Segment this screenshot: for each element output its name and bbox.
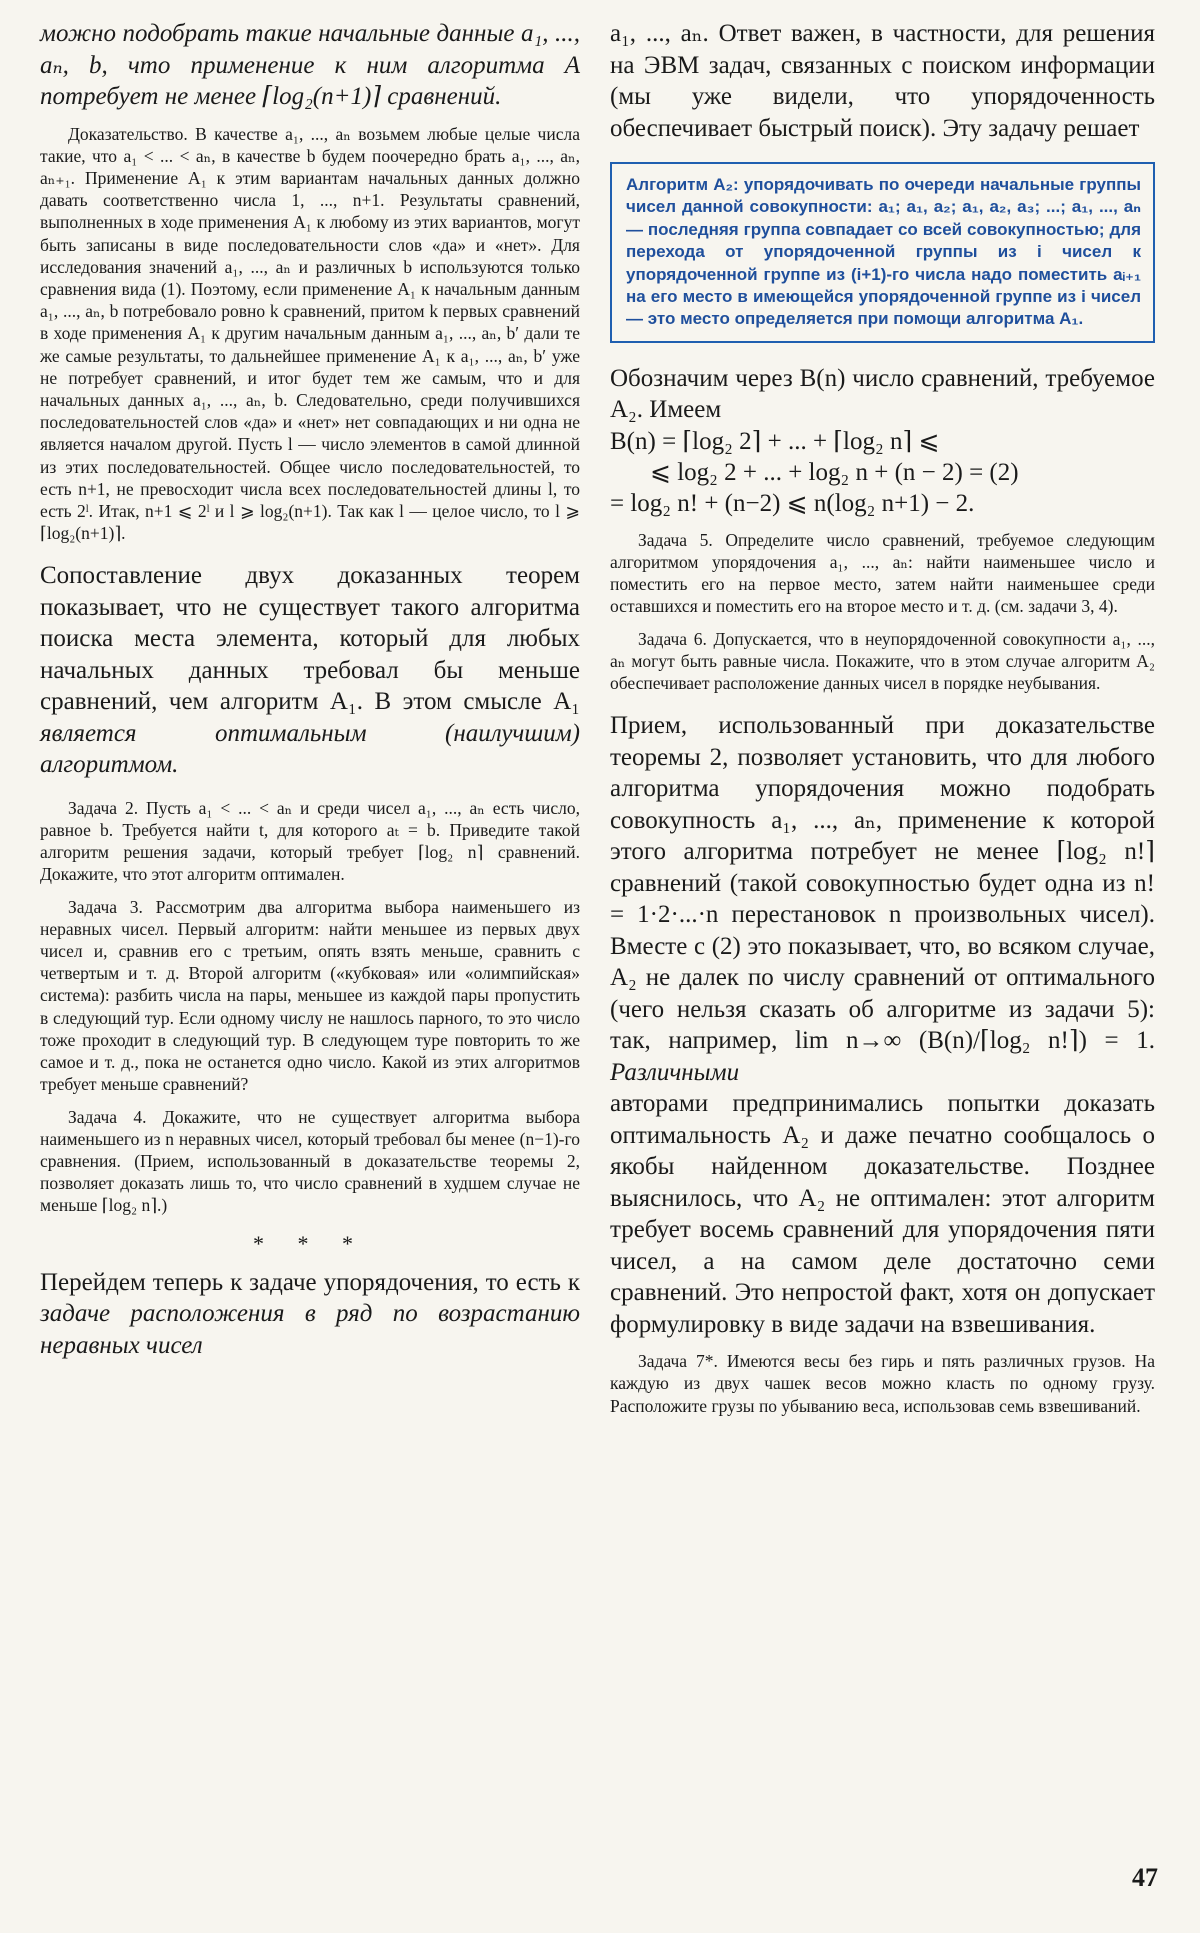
optimality-paragraph: авторами предпринимались попытки доказать оптимальность A₂ и даже печатно сообщалось о якобы найденном доказательстве. Позднее выяснилось, что A₂ не оптимален: этот алгоритм требует восемь сравнений для упорядочения пяти чисел, а на самом деле достаточно семи сравнений. Это непростой факт, хотя он допускает формулировку в виде задачи на взвешивания. [610,1090,1155,1338]
sorting-intro-italic: задаче расположения в ряд по возрастанию неравных чисел [40,1300,580,1359]
task-6: Задача 6. Допускается, что в неупорядоченной совокупности a₁, ..., aₙ могут быть равные числа. Покажите, что в этом случае алгоритм A₂ обеспечивает расположение данных чисел в порядке неубывания. [610,628,1155,694]
comparison-italic: является оптимальным (наилучшим) алгоритмом. [40,719,580,779]
formula-block [610,426,1155,519]
theorem-end: можно подобрать такие начальные данные a₁, ..., aₙ, b, что применение к ним алгоритма A потребует не менее ⌈log₂(n+1)⌉ сравнений. [40,20,580,110]
comparison-paragraph [40,560,580,781]
task-5: Задача 5. Определите число сравнений, требуемое следующим алгоритмом упорядочения a₁, ..., aₙ: найти наименьшее число и поместить его на первое место, затем найти наименьшее среди оставшихся и поместить его на второе место и т. д. (см. задачи 3, 4). [610,529,1155,617]
lower-bound-text: Прием, использованный при доказательстве теоремы 2, позволяет установить, что для любого алгоритма упорядочения можно подобрать совокупность a₁, ..., aₙ, применение к которой этого алгоритма потребует не менее ⌈log₂ n!⌉ сравнений (такой совокупностью будет одна из n! = 1·2·...·n перестановок n произвольных чисел). Вместе с (2) это показывает, что, во всяком случае, A₂ не далек по числу сравнений от оптимального (чего нельзя сказать об алгоритме из задачи 5): так, например, lim n→∞ (B(n)/⌈log₂ n!⌉) = 1. [610,712,1155,1055]
section-divider: * * * [253,1230,367,1256]
formula-line-1: B(n) = ⌈log₂ 2⌉ + ... + ⌈log₂ n⌉ ⩽ [610,427,940,455]
formula-line-3: = log₂ n! + (n−2) ⩽ n(log₂ n+1) − 2. [610,489,975,517]
task-2: Задача 2. Пусть a₁ < ... < aₙ и среди чисел a₁, ..., aₙ есть число, равное b. Требуется найти t, для которого aₜ = b. Приведите такой алгоритм решения задачи, который требует ⌈log₂ n⌉ сравнений. Докажите, что этот алгоритм оптимален. [40,797,580,885]
lower-bound-paragraph [610,710,1155,1088]
formula-line-2: ⩽ log₂ 2 + ... + log₂ n + (n − 2) = (2) [650,458,1019,486]
algorithm-a2-box: Алгоритм A₂: упорядочивать по очереди начальные группы чисел данной совокупности: a₁; a₁, a₂; a₁, a₂, a₃; ...; a₁, ..., aₙ — последняя группа совпадает со всей совокупностью; для перехода от упорядоченной группы из i чисел к упорядоченной группе из (i+1)-го числа надо поместить aᵢ₊₁ на его место в имеющейся упорядоченной группе из i чисел — это место определяется при помощи алгоритма A₁. [610,162,1155,343]
b-of-n-intro: Обозначим через B(n) число сравнений, требуемое A₂. Имеем [610,364,1155,424]
task-3: Задача 3. Рассмотрим два алгоритма выбора наименьшего из неравных чисел. Первый алгоритм: найти меньшее из первых двух чисел и, сравнив его с третьим, опять взять меньше, сравнить с четвертым и т. д. Второй алгоритм («кубковая» или «олимпийская» система): разбить числа на пары, меньшее из каждой пары пропустить в следующий тур. Если одному числу не нашлось парного, то это число тоже проходит в следующий тур. В следующем туре повторить то же самое и т. д., пока не останется одно число. Какой из этих алгоритмов требует меньше сравнений? [40,896,580,1095]
sorting-intro [40,1267,580,1362]
sorting-continuation: a₁, ..., aₙ. Ответ важен, в частности, для решения на ЭВМ задач, связанных с поиском информации (мы уже видели, что упорядоченность обеспечивает быстрый поиск). Эту задачу решает [610,20,1155,142]
lower-bound-italic: Различными [610,1058,740,1086]
comparison-text: Сопоставление двух доказанных теорем показывает, что не существует такого алгоритма поиска места элемента, который для любых начальных данных требовал бы меньше сравнений, чем алгоритм A₁. В этом смысле A₁ [40,562,580,716]
right-column [610,18,1155,1417]
left-column [40,18,580,1361]
task-4: Задача 4. Докажите, что не существует алгоритма выбора наименьшего из n неравных чисел, который требовал бы менее (n−1)-го сравнения. (Прием, использованный в доказательстве теоремы 2, позволяет доказать лишь то, что число сравнений в худшем случае не меньше ⌈log₂ n⌉.) [40,1106,580,1216]
proof-paragraph: Доказательство. В качестве a₁, ..., aₙ возьмем любые целые числа такие, что a₁ < ... < aₙ, в качестве b будем поочередно брать a₁, ..., aₙ, aₙ₊₁. Применение A₁ к этим вариантам начальных данных должно давать соответственно числа 1, ..., n+1. Результаты сравнений, выполненных в ходе применения A₁ к любому из этих вариантов, могут быть записаны в виде последовательности слов «да» и «нет». Для исследования значений a₁, ..., aₙ и различных b используются только сравнения вида (1). Поэтому, если применение A₁ к начальным данным a₁, ..., aₙ, b потребовало ровно k сравнений, притом k первых сравнений в ходе применения A₁ к другим начальным данным a₁, ..., aₙ, b′ дали те же самые результаты, то дальнейшее применение A₁ к a₁, ..., aₙ, b′ уже не потребует сравнений, и итог будет тем же самым, что и для начальных данных a₁, ..., aₙ, b. Следовательно, среди получившихся последовательностей слов «да» и «нет» нет совпадающих и ни одна не является началом другой. Пусть l — число элементов в самой длинной из этих последовательностей. Общее число последовательностей, то есть n+1, не превосходит числа всех последовательностей длины l, то есть 2ˡ. Итак, n+1 ⩽ 2ˡ и l ⩾ log₂(n+1). Так как l — целое число, то l ⩾ ⌈log₂(n+1)⌉. [40,123,580,544]
page-number: 47 [1132,1863,1158,1892]
task-7: Задача 7*. Имеются весы без гирь и пять различных грузов. На каждую из двух чашек весов можно класть по одному грузу. Расположите грузы по убыванию веса, использовав семь взвешиваний. [610,1351,1155,1416]
sorting-intro-text: Перейдем теперь к задаче упорядочения, то есть к [40,1268,580,1296]
